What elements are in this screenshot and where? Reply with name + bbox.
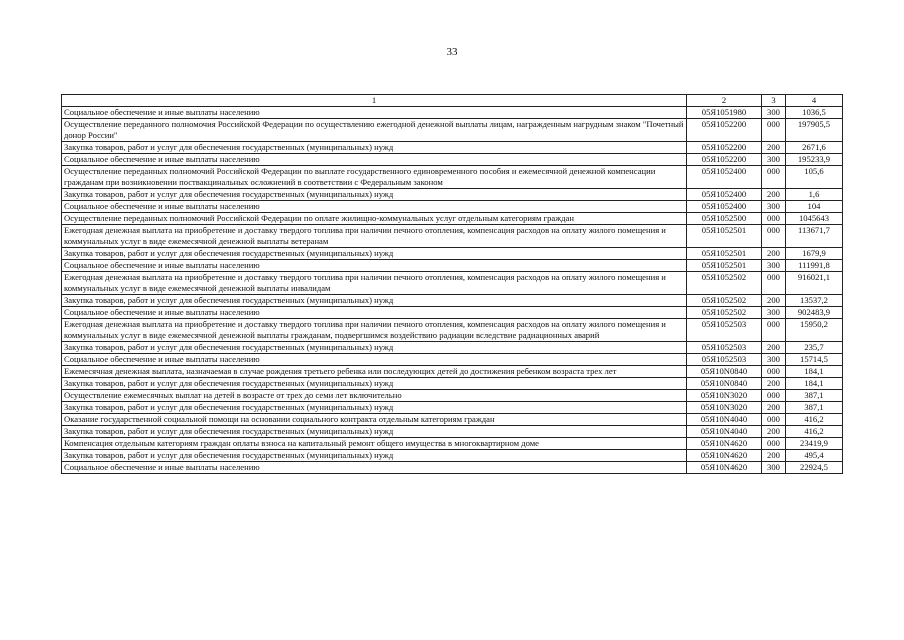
header-col-3: 3 bbox=[762, 95, 786, 107]
row-sum-cell: 113671,7 bbox=[786, 225, 843, 248]
row-code-cell: 05Я1052200 bbox=[687, 154, 762, 166]
table-row bbox=[62, 366, 843, 378]
row-name-cell: Закупка товаров, работ и услуг для обеспечения государственных (муниципальных) нужд bbox=[62, 142, 687, 154]
row-name-cell: Осуществление переданных полномочий Российской Федерации по выплате государственного единовременного пособия и ежемесячной денежной компенсации гражданам при возникновении поствакцинальных осложнений в соответствии с Федеральным законом bbox=[62, 166, 687, 189]
row-type-cell: 300 bbox=[762, 201, 786, 213]
row-name-cell: Социальное обеспечение и иные выплаты населению bbox=[62, 154, 687, 166]
table-row bbox=[62, 142, 843, 154]
page-number: 33 bbox=[446, 46, 458, 58]
row-code-cell: 05Я10N3020 bbox=[687, 390, 762, 402]
table-row bbox=[62, 272, 843, 295]
row-type-cell: 000 bbox=[762, 366, 786, 378]
row-code-cell: 05Я1052502 bbox=[687, 307, 762, 319]
row-type-cell: 000 bbox=[762, 438, 786, 450]
table-row bbox=[62, 414, 843, 426]
table-row bbox=[62, 450, 843, 462]
row-name-cell: Ежегодная денежная выплата на приобретение и доставку твердого топлива при наличии печного отопления, компенсация расходов на оплату жилого помещения и коммунальных услуг в виде ежемесячной денежной выплаты гражданам, подвергшимся воздействию радиации вследствие радиационных аварий bbox=[62, 319, 687, 342]
row-sum-cell: 902483,9 bbox=[786, 307, 843, 319]
row-name-cell: Закупка товаров, работ и услуг для обеспечения государственных (муниципальных) нужд bbox=[62, 248, 687, 260]
table-row bbox=[62, 307, 843, 319]
row-type-cell: 200 bbox=[762, 189, 786, 201]
row-code-cell: 05Я10N4620 bbox=[687, 450, 762, 462]
table-row bbox=[62, 378, 843, 390]
row-sum-cell: 195233,9 bbox=[786, 154, 843, 166]
row-type-cell: 200 bbox=[762, 378, 786, 390]
row-name-cell: Осуществление переданного полномочия Российской Федерации по осуществлению ежегодной денежной выплаты лицам, награжденным нагрудным знаком "Почетный донор России" bbox=[62, 119, 687, 142]
row-sum-cell: 235,7 bbox=[786, 342, 843, 354]
row-code-cell: 05Я1052502 bbox=[687, 272, 762, 295]
row-sum-cell: 1036,5 bbox=[786, 107, 843, 119]
row-name-cell: Осуществление ежемесячных выплат на детей в возрасте от трех до семи лет включительно bbox=[62, 390, 687, 402]
row-type-cell: 300 bbox=[762, 260, 786, 272]
row-name-cell: Закупка товаров, работ и услуг для обеспечения государственных (муниципальных) нужд bbox=[62, 402, 687, 414]
row-code-cell: 05Я1052503 bbox=[687, 319, 762, 342]
row-sum-cell: 22924,5 bbox=[786, 462, 843, 474]
header-col-4: 4 bbox=[786, 95, 843, 107]
table-row bbox=[62, 119, 843, 142]
row-name-cell: Закупка товаров, работ и услуг для обеспечения государственных (муниципальных) нужд bbox=[62, 342, 687, 354]
row-sum-cell: 1045643 bbox=[786, 213, 843, 225]
table-row bbox=[62, 295, 843, 307]
row-code-cell: 05Я10N0840 bbox=[687, 378, 762, 390]
row-sum-cell: 495,4 bbox=[786, 450, 843, 462]
row-sum-cell: 104 bbox=[786, 201, 843, 213]
row-code-cell: 05Я1052400 bbox=[687, 189, 762, 201]
row-name-cell: Социальное обеспечение и иные выплаты населению bbox=[62, 307, 687, 319]
row-name-cell: Закупка товаров, работ и услуг для обеспечения государственных (муниципальных) нужд bbox=[62, 378, 687, 390]
row-name-cell: Оказание государственной социальной помощи на основании социального контракта отдельным категориям граждан bbox=[62, 414, 687, 426]
row-code-cell: 05Я1052503 bbox=[687, 342, 762, 354]
row-sum-cell: 23419,9 bbox=[786, 438, 843, 450]
row-code-cell: 05Я10N3020 bbox=[687, 402, 762, 414]
row-sum-cell: 184,1 bbox=[786, 366, 843, 378]
row-sum-cell: 1679,9 bbox=[786, 248, 843, 260]
row-name-cell: Ежемесячная денежная выплата, назначаемая в случае рождения третьего ребенка или последующих детей до достижения ребенком возраста трех лет bbox=[62, 366, 687, 378]
row-type-cell: 200 bbox=[762, 142, 786, 154]
table-row bbox=[62, 426, 843, 438]
row-name-cell: Закупка товаров, работ и услуг для обеспечения государственных (муниципальных) нужд bbox=[62, 426, 687, 438]
row-sum-cell: 416,2 bbox=[786, 426, 843, 438]
row-sum-cell: 15950,2 bbox=[786, 319, 843, 342]
row-type-cell: 000 bbox=[762, 213, 786, 225]
row-sum-cell: 184,1 bbox=[786, 378, 843, 390]
row-code-cell: 05Я1052501 bbox=[687, 248, 762, 260]
row-code-cell: 05Я1052503 bbox=[687, 354, 762, 366]
table-row bbox=[62, 201, 843, 213]
row-type-cell: 000 bbox=[762, 414, 786, 426]
row-sum-cell: 2671,6 bbox=[786, 142, 843, 154]
table-row bbox=[62, 438, 843, 450]
row-name-cell: Ежегодная денежная выплата на приобретение и доставку твердого топлива при наличии печного отопления, компенсация расходов на оплату жилого помещения и коммунальных услуг в виде ежемесячной денежной выплаты ветеранам bbox=[62, 225, 687, 248]
row-code-cell: 05Я1052200 bbox=[687, 119, 762, 142]
row-code-cell: 05Я1052400 bbox=[687, 201, 762, 213]
table-row bbox=[62, 225, 843, 248]
table-row bbox=[62, 319, 843, 342]
row-code-cell: 05Я1051980 bbox=[687, 107, 762, 119]
row-code-cell: 05Я1052502 bbox=[687, 295, 762, 307]
row-name-cell: Социальное обеспечение и иные выплаты населению bbox=[62, 201, 687, 213]
row-code-cell: 05Я10N0840 bbox=[687, 366, 762, 378]
table-header-row bbox=[62, 95, 843, 107]
row-sum-cell: 387,1 bbox=[786, 402, 843, 414]
row-code-cell: 05Я10N4040 bbox=[687, 426, 762, 438]
budget-table bbox=[61, 94, 843, 474]
row-sum-cell: 387,1 bbox=[786, 390, 843, 402]
row-code-cell: 05Я1052400 bbox=[687, 166, 762, 189]
row-sum-cell: 1,6 bbox=[786, 189, 843, 201]
table-row bbox=[62, 462, 843, 474]
row-name-cell: Социальное обеспечение и иные выплаты населению bbox=[62, 354, 687, 366]
row-type-cell: 200 bbox=[762, 450, 786, 462]
row-type-cell: 000 bbox=[762, 166, 786, 189]
row-type-cell: 000 bbox=[762, 390, 786, 402]
row-sum-cell: 15714,5 bbox=[786, 354, 843, 366]
row-name-cell: Ежегодная денежная выплата на приобретение и доставку твердого топлива при наличии печного отопления, компенсация расходов на оплату жилого помещения и коммунальных услуг в виде ежемесячной денежной выплаты инвалидам bbox=[62, 272, 687, 295]
table-body bbox=[62, 107, 843, 474]
row-type-cell: 200 bbox=[762, 248, 786, 260]
table-row bbox=[62, 213, 843, 225]
row-type-cell: 200 bbox=[762, 342, 786, 354]
row-name-cell: Закупка товаров, работ и услуг для обеспечения государственных (муниципальных) нужд bbox=[62, 295, 687, 307]
row-sum-cell: 111991,8 bbox=[786, 260, 843, 272]
row-code-cell: 05Я1052500 bbox=[687, 213, 762, 225]
row-name-cell: Закупка товаров, работ и услуг для обеспечения государственных (муниципальных) нужд bbox=[62, 189, 687, 201]
row-name-cell: Социальное обеспечение и иные выплаты населению bbox=[62, 107, 687, 119]
row-type-cell: 200 bbox=[762, 426, 786, 438]
row-code-cell: 05Я10N4620 bbox=[687, 462, 762, 474]
table-row bbox=[62, 189, 843, 201]
row-name-cell: Социальное обеспечение и иные выплаты населению bbox=[62, 462, 687, 474]
table-row bbox=[62, 248, 843, 260]
table-row bbox=[62, 107, 843, 119]
row-code-cell: 05Я10N4040 bbox=[687, 414, 762, 426]
row-type-cell: 300 bbox=[762, 307, 786, 319]
row-name-cell: Осуществление переданных полномочий Российской Федерации по оплате жилищно-коммунальных услуг отдельным категориям граждан bbox=[62, 213, 687, 225]
table-row bbox=[62, 342, 843, 354]
row-sum-cell: 416,2 bbox=[786, 414, 843, 426]
row-type-cell: 300 bbox=[762, 154, 786, 166]
row-type-cell: 200 bbox=[762, 295, 786, 307]
row-type-cell: 300 bbox=[762, 354, 786, 366]
table-row bbox=[62, 354, 843, 366]
table-row bbox=[62, 154, 843, 166]
row-code-cell: 05Я1052200 bbox=[687, 142, 762, 154]
row-name-cell: Социальное обеспечение и иные выплаты населению bbox=[62, 260, 687, 272]
table-row bbox=[62, 166, 843, 189]
row-type-cell: 200 bbox=[762, 402, 786, 414]
row-sum-cell: 105,6 bbox=[786, 166, 843, 189]
row-type-cell: 000 bbox=[762, 225, 786, 248]
row-type-cell: 000 bbox=[762, 272, 786, 295]
header-col-2: 2 bbox=[687, 95, 762, 107]
row-sum-cell: 916021,1 bbox=[786, 272, 843, 295]
row-code-cell: 05Я1052501 bbox=[687, 260, 762, 272]
row-code-cell: 05Я1052501 bbox=[687, 225, 762, 248]
row-type-cell: 300 bbox=[762, 107, 786, 119]
table-row bbox=[62, 402, 843, 414]
table-row bbox=[62, 390, 843, 402]
row-type-cell: 000 bbox=[762, 119, 786, 142]
row-type-cell: 300 bbox=[762, 462, 786, 474]
row-sum-cell: 197905,5 bbox=[786, 119, 843, 142]
row-code-cell: 05Я10N4620 bbox=[687, 438, 762, 450]
row-type-cell: 000 bbox=[762, 319, 786, 342]
row-sum-cell: 13537,2 bbox=[786, 295, 843, 307]
header-col-1: 1 bbox=[62, 95, 687, 107]
table-row bbox=[62, 260, 843, 272]
row-name-cell: Закупка товаров, работ и услуг для обеспечения государственных (муниципальных) нужд bbox=[62, 450, 687, 462]
row-name-cell: Компенсация отдельным категориям граждан оплаты взноса на капитальный ремонт общего имущества в многоквартирном доме bbox=[62, 438, 687, 450]
